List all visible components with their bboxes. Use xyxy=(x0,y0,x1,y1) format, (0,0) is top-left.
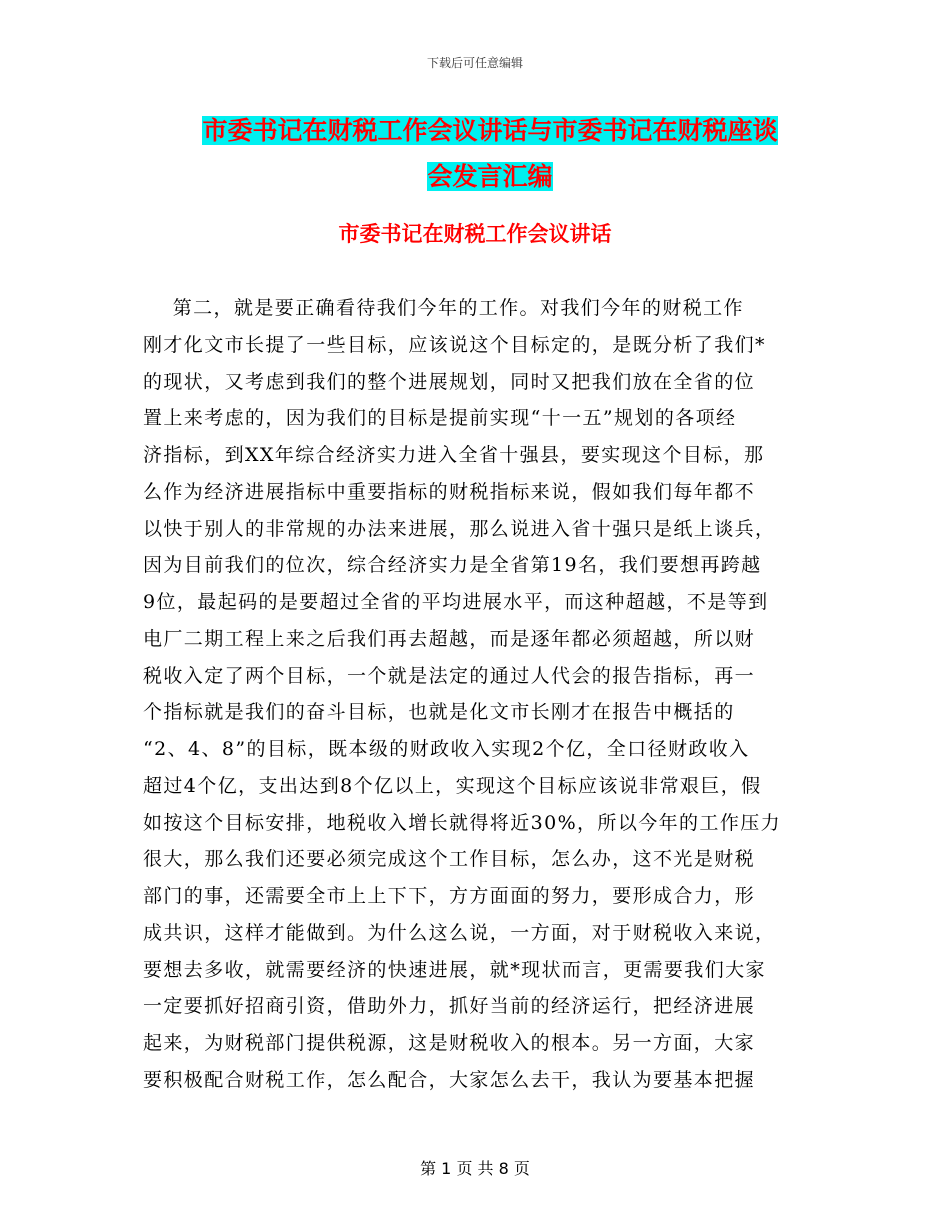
section-title: 市委书记在财税工作会议讲话 xyxy=(338,222,612,246)
body-text xyxy=(143,290,809,1099)
body-line: 税收入定了两个目标，一个就是法定的通过人代会的报告指标，再一 xyxy=(143,664,756,687)
body-line: 一定要抓好招商引资，借助外力，抓好当前的经济运行，把经济进展 xyxy=(143,995,756,1018)
body-line: 刚才化文市长提了一些目标，应该说这个目标定的，是既分析了我们* xyxy=(143,333,766,356)
body-line: 置上来考虑的，因为我们的目标是提前实现“十一五”规划的各项经 xyxy=(143,407,737,430)
body-line: 部门的事，还需要全市上上下下，方方面面的努力，要形成合力，形 xyxy=(143,885,756,907)
body-line: 很大，那么我们还要必须完成这个工作目标，怎么办，这不光是财税 xyxy=(143,848,756,871)
body-line: 要积极配合财税工作，怎么配合，大家怎么去干，我认为要基本把握 xyxy=(143,1068,756,1091)
body-line: 个指标就是我们的奋斗目标，也就是化文市长刚才在报告中概括的 xyxy=(143,701,735,724)
main-title xyxy=(150,108,830,200)
body-line: 以快于别人的非常规的办法来进展，那么说进入省十强只是纸上谈兵， xyxy=(143,517,776,540)
body-line: 因为目前我们的位次，综合经济实力是全省第19名，我们要想再跨越 xyxy=(143,554,762,577)
body-line: 济指标，到XX年综合经济实力进入全省十强县，要实现这个目标，那 xyxy=(143,444,765,466)
body-line: 如按这个目标安排，地税收入增长就得将近30%，所以今年的工作压力 xyxy=(143,811,782,834)
body-line: 成共识，这样才能做到。为什么这么说，一方面，对于财税收入来说， xyxy=(143,921,776,944)
body-line: 的现状，又考虑到我们的整个进展规划，同时又把我们放在全省的位 xyxy=(143,370,756,393)
body-line: 第二，就是要正确看待我们今年的工作。对我们今年的财税工作 xyxy=(143,297,744,319)
body-line: 9位，最起码的是要超过全省的平均进展水平，而这种超越，不是等到 xyxy=(143,591,769,613)
body-line: 超过4个亿，支出达到8个亿以上，实现这个目标应该说非常艰巨，假 xyxy=(143,774,762,797)
page-footer: 第 1 页 共 8 页 xyxy=(420,1159,530,1178)
body-line: “2、4、8”的目标，既本级的财政收入实现2个亿，全口径财政收入 xyxy=(143,738,750,760)
body-line: 起来，为财税部门提供税源，这是财税收入的根本。另一方面，大家 xyxy=(143,1032,756,1054)
body-line: 电厂二期工程上来之后我们再去超越，而是逐年都必须超越，所以财 xyxy=(143,627,756,650)
body-line: 要想去多收，就需要经济的快速进展，就*现状而言，更需要我们大家 xyxy=(143,958,766,981)
main-title-line1: 市委书记在财税工作会议讲话与市委书记在财税座谈 xyxy=(202,116,778,145)
body-line: 么作为经济进展指标中重要指标的财税指标来说，假如我们每年都不 xyxy=(143,480,756,503)
header-note: 下载后可任意编辑 xyxy=(426,56,523,70)
main-title-line2: 会发言汇编 xyxy=(427,162,553,191)
